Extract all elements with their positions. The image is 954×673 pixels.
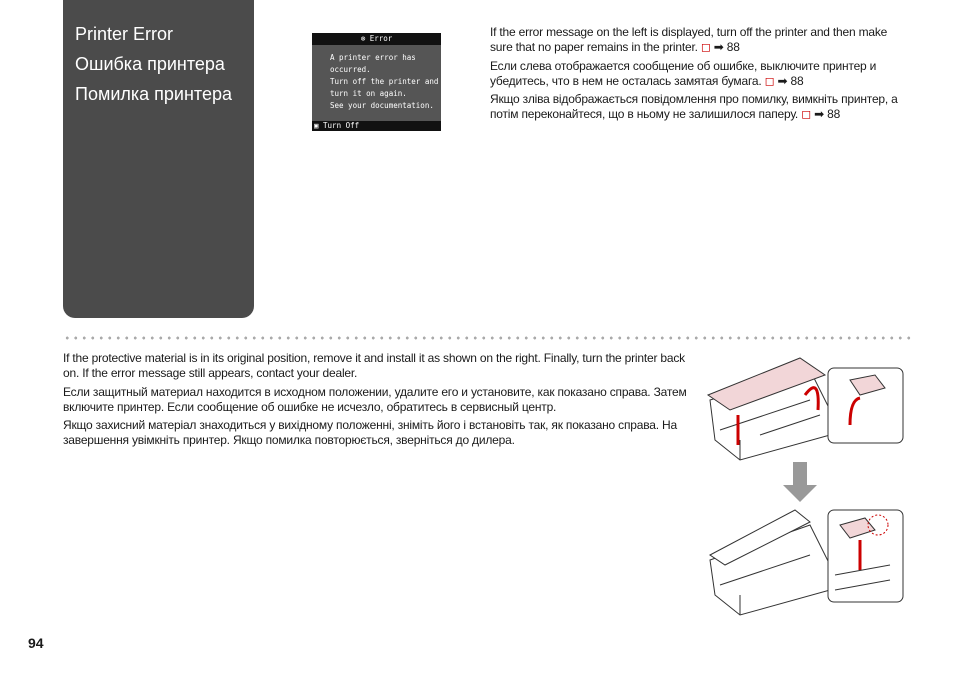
lcd-line: Turn off the printer and [330,77,439,86]
paragraph-ru-bottom: Если защитный материал находится в исходном положении, удалите его и установите, как показано справа. Затем включите принтер. Если сообщение об ошибке не исчезло, обратитесь в сервисный центр. [63,385,687,414]
title-panel [63,0,254,318]
lcd-line: See your documentation. [330,101,434,110]
arrow-icon: ➡ [777,74,788,88]
error-icon: ⊗ [360,34,366,43]
lcd-footer: Turn Off [323,121,360,130]
paragraph-uk-bottom: Якщо захисний матеріал знаходиться у вихідному положенні, зніміть його і встановіть так, як показано справа. На завершення увімкніть принтер. Якщо помилка повторюється, зверніться до дилера. [63,418,677,447]
title-en: Printer Error [75,24,174,44]
paragraph-en: If the error message on the left is displayed, turn off the printer and then make sure that no paper remains in the printer. ◻ ➡ 88 [490,25,888,54]
lcd-line: occurred. [330,65,371,74]
down-arrow-icon [783,462,817,502]
dotted-divider [63,336,911,340]
paragraph-ru: Если слева отображается сообщение об ошибке, выключите принтер и убедитесь, что в нем не осталась замятая бумага. ◻ ➡ 88 [490,59,877,88]
manual-icon: ◻ [700,40,711,54]
arrow-icon: ➡ [814,107,824,121]
manual-icon: ◻ [764,74,775,88]
page-ref: 88 [790,74,804,88]
lcd-line: A printer error has [330,53,416,62]
arrow-icon: ➡ [713,40,724,54]
paragraph-en-bottom: If the protective material is in its original position, remove it and install it as shown on the right. Finally, turn the printer back on. If the error message still appears, contact your dealer. [63,351,685,380]
paragraph-uk: Якщо зліва відображається повідомлення про помилку, вимкніть принтер, а потім переконайтеся, що в ньому не залишилося паперу. ◻ ➡ 88 [490,92,898,121]
lcd-header [312,33,441,45]
lcd-error-screen [312,33,441,131]
lcd-line: turn it on again. [330,89,407,98]
printer-illustration [700,350,910,622]
page-number: 94 [28,635,44,651]
manual-icon: ◻ [801,107,811,121]
title-ru: Ошибка принтера [75,54,225,74]
page-ref: 88 [827,107,841,121]
page-ref: 88 [726,40,740,54]
lcd-title: Error [369,34,393,43]
power-icon: ▣ [314,121,319,130]
title-uk: Помилка принтера [75,84,232,104]
